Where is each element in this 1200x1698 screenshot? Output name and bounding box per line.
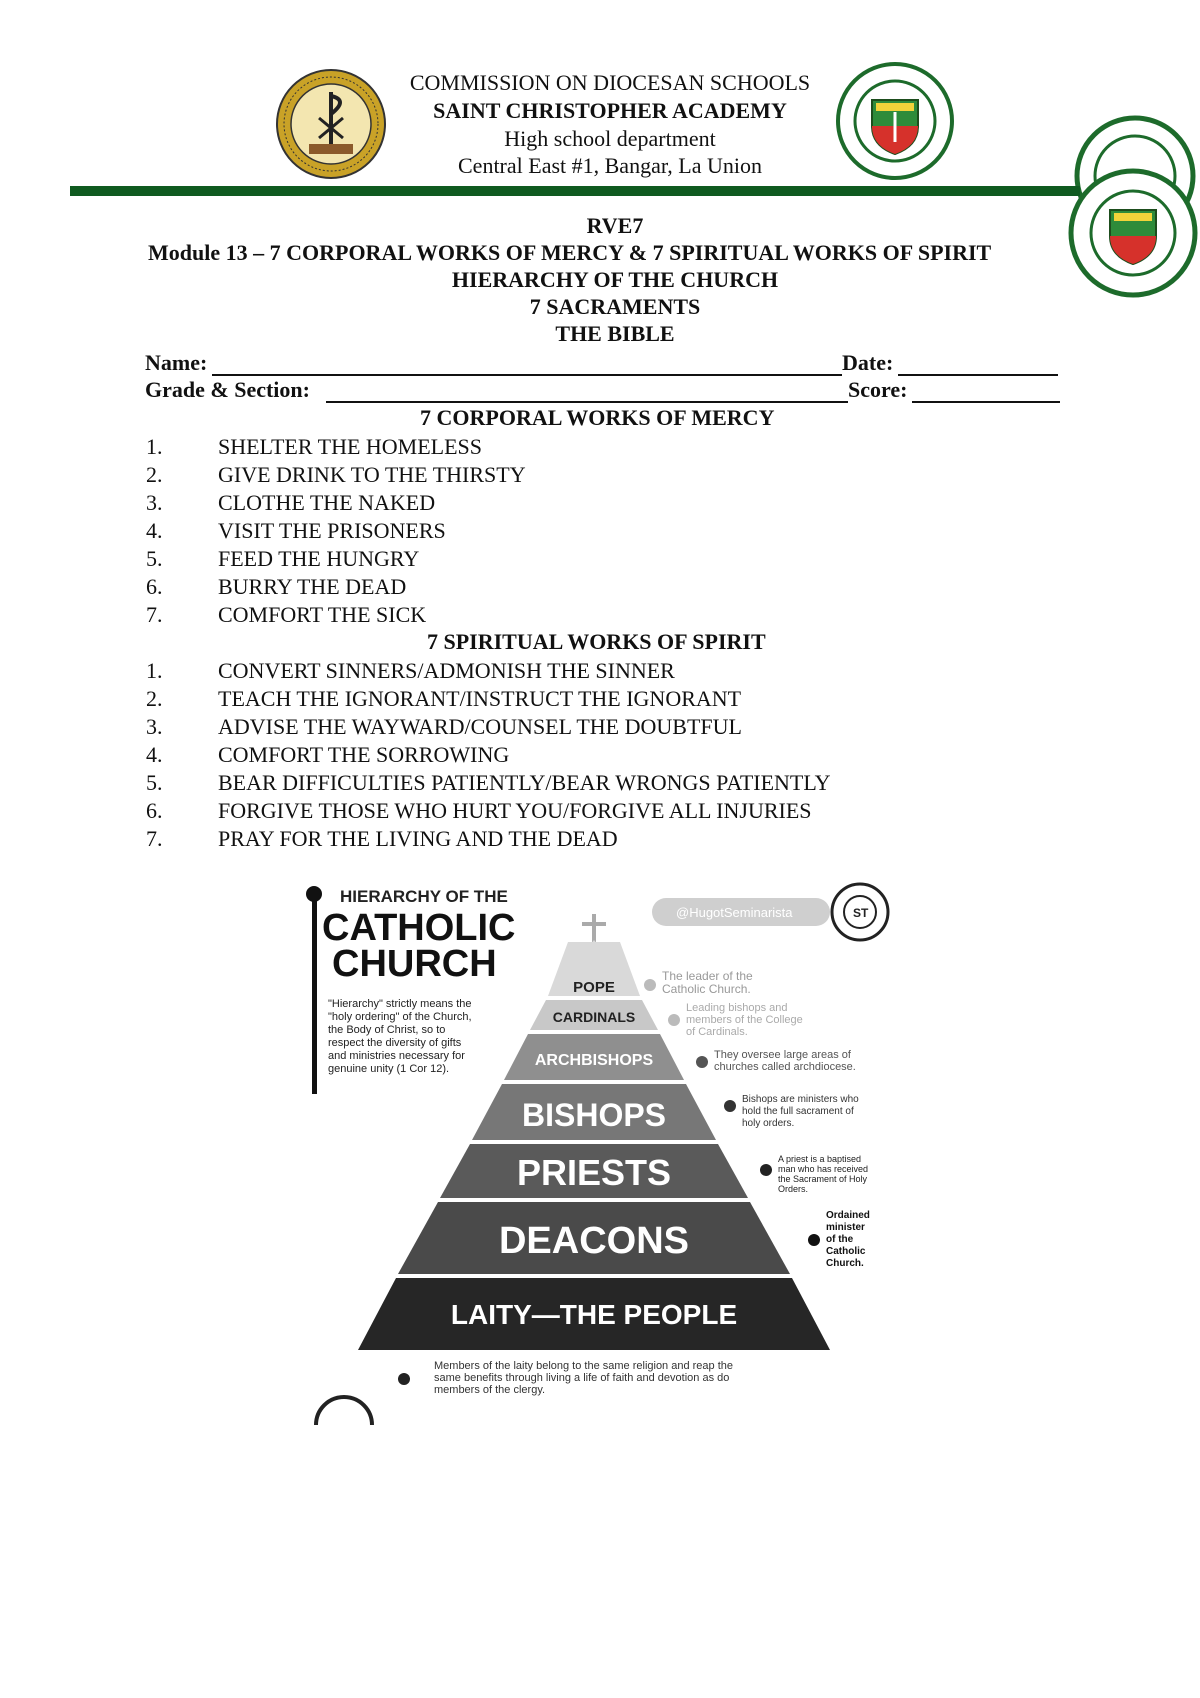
note-deacons: minister [826, 1222, 865, 1233]
note-deacons: Ordained [826, 1210, 870, 1221]
note-laity: same benefits through living a life of faith and devotion as do [434, 1372, 730, 1384]
note-pope: Catholic Church. [662, 982, 751, 996]
tier-label-deacons: DEACONS [498, 1220, 690, 1262]
tier-label-cardinals: CARDINALS [552, 1009, 636, 1025]
corporal-heading: 7 CORPORAL WORKS OF MERCY [420, 405, 775, 430]
note-laity: members of the clergy. [434, 1384, 546, 1396]
diocesan-seal-logo [275, 68, 387, 180]
grade-section-field[interactable] [326, 401, 848, 403]
tier-label-priests: PRIESTS [516, 1152, 672, 1193]
topic-bible: THE BIBLE [555, 321, 675, 346]
intro-line: "holy ordering" of the Church, [328, 1011, 472, 1023]
intro-line: "Hierarchy" strictly means the [328, 998, 472, 1010]
svg-text:ST: ST [853, 906, 869, 920]
note-priests: A priest is a baptised [778, 1154, 862, 1164]
note-cardinals: members of the College [686, 1014, 803, 1026]
module-title: Module 13 – 7 CORPORAL WORKS OF MERCY & 7 SPIRITUAL WORKS OF SPIRIT [148, 240, 992, 265]
address: Central East #1, Bangar, La Union [458, 153, 762, 178]
hierarchy-infographic [300, 880, 920, 1425]
title-small: HIERARCHY OF THE [340, 887, 508, 906]
tier-label-laity: LAITY—THE PEOPLE [450, 1299, 738, 1330]
intro-line: and ministries necessary for [328, 1050, 465, 1062]
tier-label-archbishops: ARCHBISHOPS [534, 1052, 654, 1069]
bullet-icon [760, 1164, 772, 1176]
topic-sacraments: 7 SACRAMENTS [529, 294, 701, 319]
date-field[interactable] [898, 374, 1058, 376]
school-name: SAINT CHRISTOPHER ACADEMY [433, 98, 787, 123]
note-archbishops: churches called archdiocese. [714, 1061, 856, 1073]
bullet-icon [668, 1014, 680, 1026]
grade-section-label: Grade & Section: [145, 377, 310, 402]
commission-name: COMMISSION ON DIOCESAN SCHOOLS [409, 70, 811, 95]
score-label: Score: [848, 377, 908, 402]
note-pope: The leader of the [662, 969, 753, 983]
note-deacons: Church. [826, 1258, 864, 1269]
bullet-icon [696, 1056, 708, 1068]
department: High school department [504, 126, 716, 151]
social-handle: @HugotSeminarista [676, 905, 793, 920]
bullet-icon [724, 1100, 736, 1112]
note-cardinals: Leading bishops and [686, 1002, 788, 1014]
topic-hierarchy: HIERARCHY OF THE CHURCH [451, 267, 779, 292]
score-field[interactable] [912, 401, 1060, 403]
tier-label-bishops: BISHOPS [521, 1097, 667, 1133]
title-church: CHURCH [332, 943, 497, 985]
note-bishops: hold the full sacrament of [742, 1106, 854, 1117]
school-seal-logo [836, 62, 954, 180]
name-field[interactable] [212, 374, 842, 376]
bullet-icon [644, 979, 656, 991]
date-label: Date: [842, 350, 894, 375]
note-bishops: holy orders. [742, 1118, 795, 1129]
tier-label-pope: POPE [573, 979, 615, 996]
intro-line: respect the diversity of gifts [328, 1037, 462, 1049]
intro-line: genuine unity (1 Cor 12). [328, 1063, 450, 1075]
note-bishops: Bishops are ministers who [742, 1094, 859, 1105]
note-deacons: of the [826, 1234, 854, 1245]
header-divider [70, 186, 1080, 196]
intro-line: the Body of Christ, so to [328, 1024, 446, 1036]
title-catholic: CATHOLIC [322, 907, 516, 949]
note-priests: man who has received [778, 1164, 869, 1174]
course-code: RVE7 [586, 213, 644, 238]
name-label: Name: [145, 350, 208, 375]
seminarista-badge-icon [832, 884, 888, 940]
note-priests: the Sacrament of Holy [778, 1174, 868, 1184]
note-archbishops: They oversee large areas of [714, 1049, 851, 1061]
spiritual-heading: 7 SPIRITUAL WORKS OF SPIRIT [427, 629, 766, 654]
bullet-icon [398, 1373, 410, 1385]
partial-badge-icon [316, 1397, 372, 1425]
cross-icon [582, 914, 606, 944]
note-cardinals: of Cardinals. [686, 1026, 748, 1038]
note-priests: Orders. [778, 1184, 809, 1194]
note-deacons: Catholic [826, 1246, 866, 1257]
bullet-icon [808, 1234, 820, 1246]
note-laity: Members of the laity belong to the same religion and reap the [434, 1360, 734, 1372]
